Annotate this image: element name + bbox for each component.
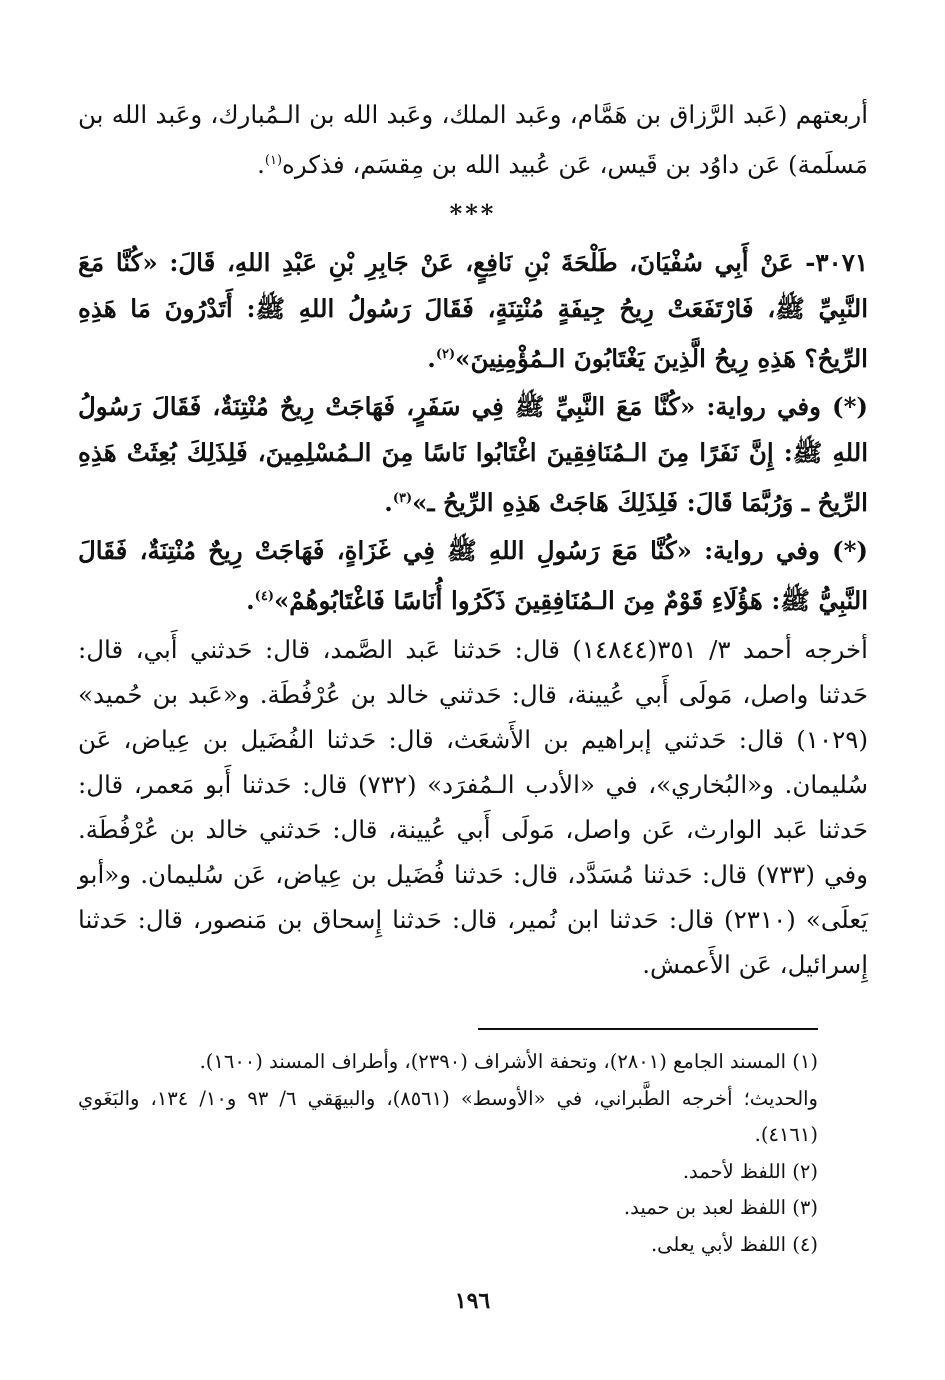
riwaya-1-paragraph: (*) وفي رواية: «كُنَّا مَعَ النَّبِيِّ ﷺ فِي سَفَرٍ، فَهَاجَتْ رِيحٌ مُنْتِنَةٌ، فَقَالَ رَسُولُ اللهِ ﷺ: إِنَّ نَفَرًا مِنَ الـمُنَافِقِينَ اغْتَابُوا نَاسًا مِنَ الـمُسْلِمِينَ، فَلِذَلِكَ بُعِثَتْ هَذِهِ الرِّيحُ ـ وَرُبَّمَا قَالَ: فَلِذَلِكَ هَاجَتْ هَذِهِ الرِّيحُ ـ»$^{(٣)}$. (78, 392, 869, 518)
riwaya-2-paragraph: (*) وفي رواية: «كُنَّا مَعَ رَسُولِ اللهِ ﷺ فِي غَزَاةٍ، فَهَاجَتْ رِيحٌ مُنْتِنَةٌ، فَقَالَ النَّبِيُّ ﷺ: هَؤُلَاءِ قَوْمٌ مِنَ الـمُنَافِقِينَ ذَكَرُوا أُنَاسًا فَاغْتَابُوهُمْ»$^{(٤)}$. (78, 536, 868, 616)
footnote-1-cont-line-1: والحديث؛ أخرجه الطَّبراني، في «الأوسط» (٨٥٦١)، والبيهَقي ٦/ ٩٣ و١٠/ ١٣٤، (150, 1086, 818, 1110)
footnote-ref-2[interactable]: (٢) (435, 347, 456, 363)
footnote-1-cont-line-2: والبَغَوي (٤١٦١). (78, 1086, 818, 1146)
intro-paragraph: أربعتهم (عَبد الرَّزاق بن هَمَّام، وعَبد الملك، وعَبد الله بن الـمُبارك، وعَبد الله بن مَسلَمة) عَن داوُد بن قَيس، عَن عُبيد الله بن مِقسَم، فذكره$^{(١)}$. (78, 100, 868, 180)
riwaya-1-line-2: رَسُولُ اللهِ ﷺ: إِنَّ نَفَرًا مِنَ الـمُنَافِقِينَ اغْتَابُوا نَاسًا مِنَ الـمُسْلِمِينَ، فَلِذَلِكَ (78, 392, 868, 468)
hadith-isnad: عَنْ أَبِي سُفْيَانَ، طَلْحَةَ بْنِ نَافِعٍ، عَنْ جَابِرِ بْنِ عَبْدِ اللهِ، قَالَ: (169, 248, 794, 278)
footnote-1: (١) المسند الجامع (٢٨٠١)، وتحفة الأشراف (٢٣٩٠)، وأطراف المسند (١٦٠٠). (199, 1050, 818, 1073)
riwaya-2-line-1: (*) وفي رواية: «كُنَّا مَعَ رَسُولِ اللهِ ﷺ فِي غَزَاةٍ، فَهَاجَتْ رِيحٌ مُنْتِنَةٌ، (139, 536, 868, 566)
riwaya-1-line-1: (*) وفي رواية: «كُنَّا مَعَ النَّبِيِّ ﷺ فِي سَفَرٍ، فَهَاجَتْ رِيحٌ مُنْتِنَةٌ، فَقَالَ (151, 392, 869, 422)
hadith-paragraph: ٣٠٧١- عَنْ أَبِي سُفْيَانَ، طَلْحَةَ بْنِ نَافِعٍ، عَنْ جَابِرِ بْنِ عَبْدِ اللهِ، قَالَ: «كُنَّا مَعَ النَّبِيِّ ﷺ، فَارْتَفَعَتْ رِيحُ جِيفَةٍ مُنْتِنَةٍ، فَقَالَ رَسُولُ اللهِ ﷺ: أَتَدْرُونَ مَا هَذِهِ الرِّيحُ؟ هَذِهِ رِيحُ الَّذِينَ يَغْتَابُونَ الـمُؤْمِنِينَ»$^{(٢)}$. (78, 248, 869, 374)
riwaya-2-line-2: فَقَالَ النَّبِيُّ ﷺ: هَؤُلَاءِ قَوْمٌ مِنَ الـمُنَافِقِينَ ذَكَرُوا أُنَاسًا فَاغْتَابُوهُمْ» (78, 536, 868, 616)
takhrij-line: حَدثنا عَبد الوارث، عَن واصل، مَولَى أَبي عُيينة، قال: حَدثني خالد بن عُرْفُطَة. وفي (78, 814, 868, 889)
footnote-3: (٣) اللفظ لعبد بن حميد. (623, 1196, 818, 1219)
takhrij-paragraph (78, 627, 868, 987)
section-separator: *** (449, 199, 497, 229)
riwaya-1-line-3: بُعِثَتْ هَذِهِ الرِّيحُ ـ وَرُبَّمَا قَالَ: فَلِذَلِكَ هَاجَتْ هَذِهِ الرِّيحُ ـ» (78, 438, 868, 518)
intro-line-2: مَسلَمة) عَن داوُد بن قَيس، عَن عُبيد الله بن مِقسَم، فذكره (282, 150, 868, 180)
takhrij-line: إِسرائيل، عَن الأَعمش. (642, 949, 868, 979)
intro-line-1: أربعتهم (عَبد الرَّزاق بن هَمَّام، وعَبد الملك، وعَبد الله بن الـمُبارك، وعَبد الله بن (78, 100, 868, 129)
footnote-4: (٤) اللفظ لأبي يعلى. (650, 1232, 818, 1256)
hadith-number: ٣٠٧١- (805, 248, 869, 278)
takhrij-line: سُليمان. و«البُخاري»، في «الأدب الـمُفرَد» (٧٣٢) قال: حَدثنا أَبو مَعمر، قال: (78, 769, 868, 799)
hadith-text-1: «كُنَّا مَعَ النَّبِيِّ ﷺ، فَارْتَفَعَتْ رِيحُ جِيفَةٍ مُنْتِنَةٍ، فَقَالَ رَسُولُ اللهِ ﷺ: (78, 248, 869, 324)
takhrij-line: (٢٣١٠) قال: حَدثنا ابن نُمير، قال: حَدثنا إِسحاق بن مَنصور، قال: حَدثنا (78, 904, 796, 934)
footnote-ref-3[interactable]: (٣) (392, 491, 413, 507)
takhrij-line: قال: حَدثنا واصل، مَولَى أَبي عُيينة، قال: حَدثني خالد بن عُرْفُطَة. و«عَبد بن حُميد» (78, 634, 868, 709)
takhrij-line: (٧٣٣) قال: حَدثنا مُسَدَّد، قال: حَدثنا فُضَيل بن عِياض، عَن سُليمان. و«أبو يَعلَى» (78, 859, 868, 934)
footnote-2: (٢) اللفظ لأحمد. (682, 1159, 818, 1183)
footnotes (78, 1044, 818, 1263)
footnote-ref-4[interactable]: (٤) (254, 589, 274, 605)
footnote-divider (478, 1028, 818, 1030)
main-text (78, 92, 868, 987)
hadith-text-2: أَتَدْرُونَ مَا هَذِهِ الرِّيحُ؟ هَذِهِ رِيحُ الَّذِينَ يَغْتَابُونَ الـمُؤْمِنِينَ» (78, 294, 868, 374)
takhrij-line: أخرجه أحمد ٣/ ٣٥١(١٤٨٤٤) قال: حَدثنا عَبد الصَّمد، قال: حَدثني أَبي، (135, 634, 868, 664)
footnote-1-continuation (78, 1081, 818, 1154)
footnote-ref-1[interactable]: (١) (264, 153, 283, 168)
takhrij-line: (١٠٢٩) قال: حَدثني إبراهيم بن الأَشعَث، قال: حَدثنا الفُضَيل بن عِياض، عَن (78, 724, 868, 754)
page-number: ١٩٦ (454, 1288, 491, 1314)
